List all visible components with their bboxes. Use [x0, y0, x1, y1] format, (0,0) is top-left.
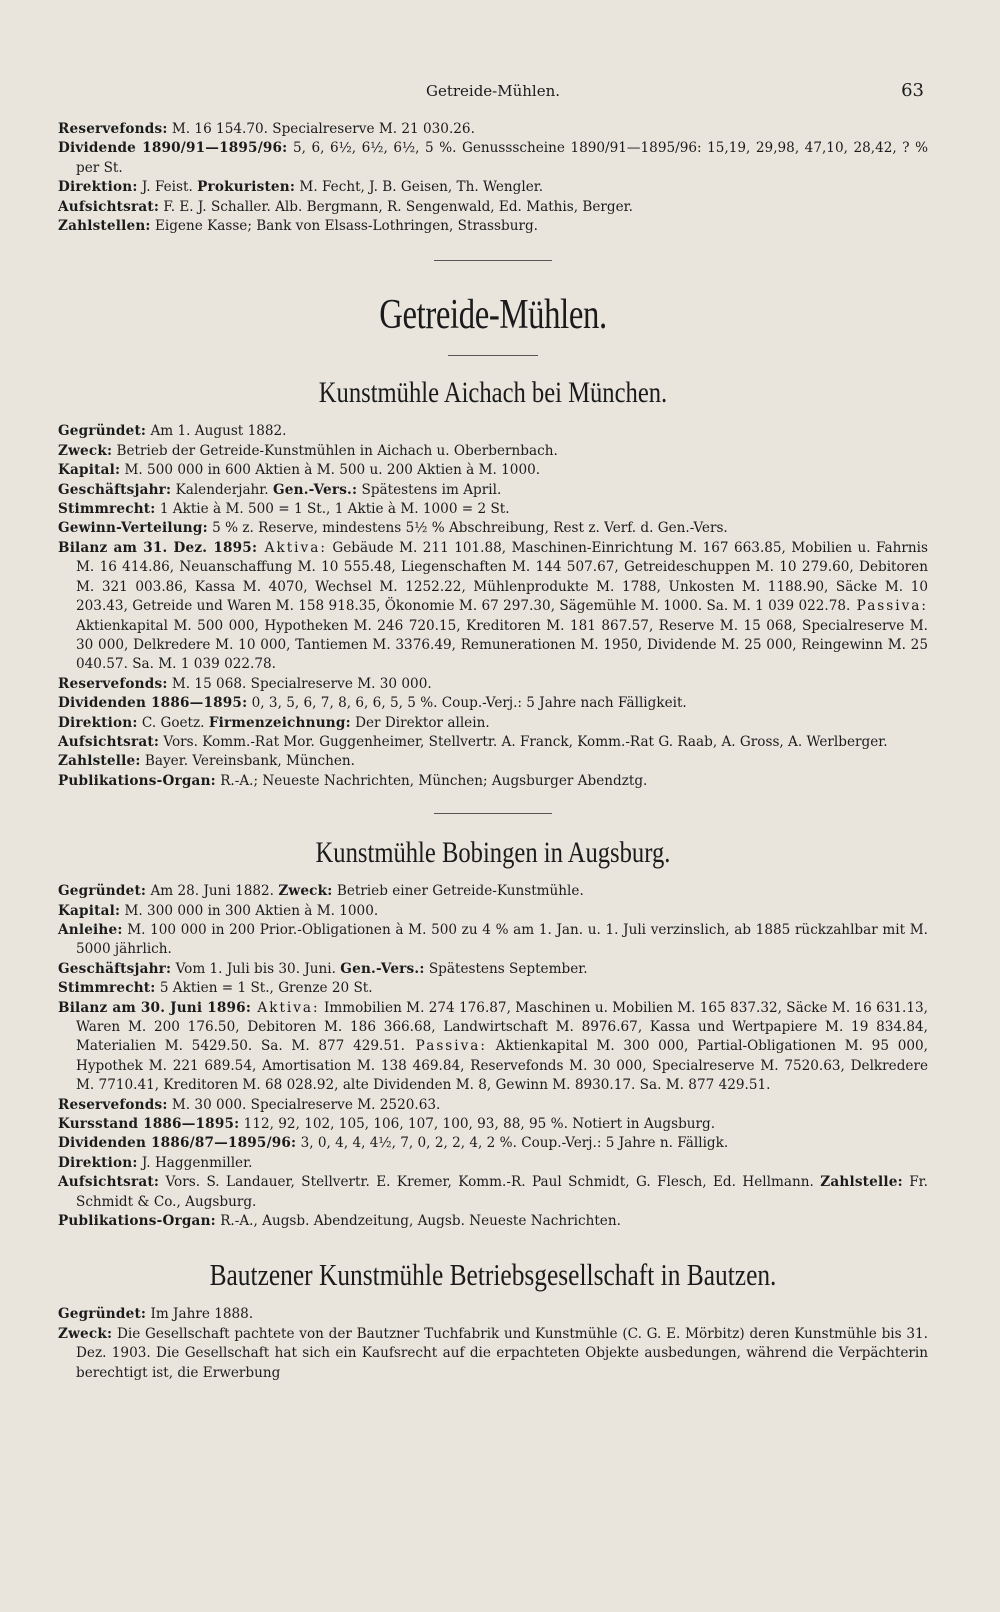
entry-label: Dividende 1890/91—1895/96: [58, 140, 288, 157]
entry-label: Zahlstelle: [820, 1174, 903, 1191]
entry-label: Kapital: [58, 462, 121, 479]
entry-line [58, 772, 928, 791]
chapter-title: Getreide-Mühlen. [379, 292, 607, 339]
entry-line [58, 999, 928, 1096]
entry-label: Zahlstelle: [58, 753, 141, 770]
entry-text: M. 16 154.70. Specialreserve M. 21 030.26. [167, 121, 475, 137]
entry-line [58, 733, 928, 752]
entry-label: Gegründet: [58, 423, 147, 440]
entry-label: Bilanz am 31. Dez. 1895: [58, 539, 258, 556]
entry-label: Kapital: [58, 902, 121, 919]
page-number: 63 [901, 80, 924, 101]
entry-line [58, 921, 928, 960]
entry-text: M. 30 000. Specialreserve M. 2520.63. [167, 1096, 441, 1113]
entry-spaced-label: Aktiva: [251, 999, 320, 1016]
entry-label: Bilanz am 30. Juni 1896: [58, 999, 252, 1016]
entry-label: Stimmrecht: [58, 980, 156, 997]
entry-text: Spätestens September. [424, 960, 588, 977]
entry-label: Kursstand 1886—1895: [58, 1116, 240, 1133]
entry-text: R.-A., Augsb. Abendzeitung, Augsb. Neueste Nachrichten. [215, 1213, 621, 1230]
entry-text: Betrieb der Getreide-Kunstmühlen in Aichach u. Oberbernbach. [112, 442, 558, 459]
chapter-divider [448, 355, 538, 356]
entry-text: 112, 92, 102, 105, 106, 107, 100, 93, 88, 95 %. Notiert in Augsburg. [239, 1116, 716, 1133]
entry-line [58, 217, 928, 236]
entry-text: R.-A.; Neueste Nachrichten, München; Augsburger Abendztg. [215, 772, 648, 789]
entry-label: Gegründet: [58, 1306, 147, 1323]
entry-text: J. Haggenmiller. [137, 1154, 253, 1171]
entry-line [58, 882, 928, 901]
entry-label: Firmenzeichnung: [208, 714, 351, 731]
entry-label: Reservefonds: [58, 1096, 168, 1113]
entry-line [58, 1115, 928, 1134]
entry-label: Zahlstellen: [58, 218, 151, 235]
entry-line [58, 675, 928, 694]
company-title: Bautzener Kunstmühle Betriebsgesellschaft in Bautzen. [209, 1257, 777, 1293]
entry-line [58, 519, 928, 538]
entry-text: Aktienkapital M. 300 000, Partial-Obligationen M. 95 000, Hypothek M. 221 689.54, Amortisation M. 138 469.84, Reservefonds M. 30 000, Specialreserve M. 7520.63, Delkredere M. 7710.41, Kreditoren M. 68 028.92, alte Dividenden M. 8, Gewinn M. 8930.17. Sa. M. 877 429.51. [76, 1038, 928, 1094]
entry-line [58, 442, 928, 461]
entry-text: Immobilien M. 274 176.87, Maschinen u. Mobilien M. 165 837.32, Säcke M. 16 631.13, Waren M. 200 176.50, Debitoren M. 186 366.68, Landwirtschaft M. 8976.67, Kassa und Wertpapiere M. 19 834.84, Materialien M. 5429.50. Sa. M. 877 429.51. [76, 999, 928, 1055]
entry-text: Die Gesellschaft pachtete von der Bautzner Tuchfabrik und Kunstmühle (C. G. E. Mörbitz) deren Kunstmühle bis 31. Dez. 1903. Die Gesellschaft hat sich ein Kaufsrecht auf die erpachteten Objekte ausbedungen, während die Verpächterin berechtigt ist, die Erwerbung [76, 1325, 928, 1381]
company-title: Kunstmühle Bobingen in Augsburg. [315, 836, 671, 870]
company-body [58, 422, 928, 791]
entry-line [58, 752, 928, 771]
running-title: Getreide-Mühlen. [425, 82, 561, 100]
entry-line [58, 500, 928, 519]
entry-line [58, 714, 928, 733]
entry-line [58, 422, 928, 441]
entry-label: Gen.-Vers.: [340, 960, 425, 977]
entry-line [58, 1212, 928, 1231]
entry-line [58, 120, 928, 139]
entry-label: Geschäftsjahr: [58, 960, 172, 977]
entry-text: Aktienkapital M. 500 000, Hypotheken M. 246 720.15, Kreditoren M. 181 867.57, Reserve M. 15 068, Specialreserve M. 30 000, Delkredere M. 10 000, Tantiemen M. 3376.49, Remunerationen M. 1950, Dividende M. 25 000, Reingewinn M. 25 040.57. Sa. M. 1 039 022.78. [76, 617, 928, 673]
entry-spaced-label: Passiva: [850, 598, 928, 615]
entry-text: Am 1. August 1882. [146, 423, 287, 440]
entry-line [58, 960, 928, 979]
entry-text: Spätestens im April. [357, 481, 502, 498]
entry-label: Reservefonds: [58, 675, 168, 692]
entry-text: Gebäude M. 211 101.88, Maschinen-Einrichtung M. 167 663.85, Mobilien u. Fahrnis M. 16 414.86, Neuanschaffung M. 10 555.48, Liegenschaften M. 144 507.67, Getreideschuppen M. 10 279.60, Debitoren M. 321 003.86, Kassa M. 4070, Wechsel M. 1252.22, Mühlenprodukte M. 1788, Unkosten M. 1188.90, Säcke M. 10 203.43, Getreide und Waren M. 158 918.35, Ökonomie M. 67 297.30, Sägemühle M. 1000. Sa. M. 1 039 022.78. [76, 539, 928, 615]
entry-label: Publikations-Organ: [58, 772, 216, 789]
entry-line [58, 1096, 928, 1115]
company-entry-aichach [58, 376, 928, 791]
entry-text: Kalenderjahr. [171, 481, 273, 498]
entry-text: C. Goetz. [137, 714, 209, 731]
entry-text: 3, 0, 4, 4, 4½, 7, 0, 2, 2, 4, 2 %. Coup.-Verj.: 5 Jahre n. Fälligk. [296, 1135, 729, 1152]
entry-line [58, 198, 928, 217]
previous-entry-tail [58, 120, 928, 236]
entry-label: Gen.-Vers.: [272, 481, 358, 498]
entry-line [58, 539, 928, 675]
entry-text: J. Feist. [137, 179, 198, 196]
entry-label: Dividenden 1886/87—1895/96: [58, 1135, 297, 1152]
entry-line [58, 979, 928, 998]
entry-label: Prokuristen: [197, 179, 296, 196]
entry-label: Anleihe: [58, 921, 123, 938]
entry-text: M. 500 000 in 600 Aktien à M. 500 u. 200 Aktien à M. 1000. [120, 462, 541, 479]
entry-line [58, 902, 928, 921]
entry-text: 5, 6, 6½, 6½, 6½, 5 %. Genussscheine 1890/91—1895/96: 15,19, 29,98, 47,10, 28,42, ? % per St. [76, 140, 928, 176]
entry-label: Aufsichtsrat: [58, 1174, 160, 1191]
entry-text: Betrieb einer Getreide-Kunstmühle. [332, 883, 584, 900]
entry-label: Direktion: [58, 179, 138, 196]
entry-text: 1 Aktie à M. 500 = 1 St., 1 Aktie à M. 1000 = 2 St. [155, 501, 510, 518]
company-title: Kunstmühle Aichach bei München. [318, 376, 668, 410]
entry-text: F. E. J. Schaller. Alb. Bergmann, R. Sengenwald, Ed. Mathis, Berger. [159, 198, 634, 215]
entry-line [58, 1305, 928, 1324]
entry-text: 5 % z. Reserve, mindestens 5½ % Abschreibung, Rest z. Verf. d. Gen.-Vers. [207, 520, 728, 537]
entry-label: Aufsichtsrat: [58, 733, 160, 750]
entry-text: Im Jahre 1888. [146, 1306, 254, 1323]
entry-text: M. 15 068. Specialreserve M. 30 000. [167, 675, 432, 692]
entry-line [58, 461, 928, 480]
entry-line [58, 139, 928, 178]
entry-text: M. 300 000 in 300 Aktien à M. 1000. [120, 902, 379, 919]
entry-line [58, 694, 928, 713]
entry-text: Vors. Komm.-Rat Mor. Guggenheimer, Stellvertr. A. Franck, Komm.-Rat G. Raab, A. Gross, A. Werlberger. [159, 733, 888, 750]
entry-text: Vors. S. Landauer, Stellvertr. E. Kremer, Komm.-R. Paul Schmidt, G. Flesch, Ed. Hellmann. [159, 1174, 821, 1191]
entry-text: 5 Aktien = 1 St., Grenze 20 St. [155, 980, 373, 997]
entry-label: Gegründet: [58, 883, 147, 900]
entry-line [58, 178, 928, 197]
entry-label: Aufsichtsrat: [58, 198, 160, 215]
entry-label: Direktion: [58, 1154, 138, 1171]
entry-label: Dividenden 1886—1895: [58, 695, 248, 712]
entry-label: Stimmrecht: [58, 501, 156, 518]
entry-text: Bayer. Vereinsbank, München. [140, 753, 355, 770]
entry-divider [434, 813, 552, 814]
company-body [58, 1305, 928, 1383]
entry-line [58, 1325, 928, 1383]
entry-text: 0, 3, 5, 6, 7, 8, 6, 6, 5, 5 %. Coup.-Verj.: 5 Jahre nach Fälligkeit. [247, 695, 687, 712]
entry-label: Publikations-Organ: [58, 1213, 216, 1230]
entry-text: Vom 1. Juli bis 30. Juni. [171, 960, 341, 977]
entry-line [58, 1154, 928, 1173]
entry-line [58, 1134, 928, 1153]
entry-label: Direktion: [58, 714, 138, 731]
entry-label: Zweck: [58, 1325, 113, 1342]
entry-label: Zweck: [278, 883, 333, 900]
entry-text: Am 28. Juni 1882. [146, 883, 279, 900]
entry-text: M. Fecht, J. B. Geisen, Th. Wengler. [295, 179, 544, 196]
entry-spaced-label: Passiva: [404, 1038, 487, 1055]
entry-label: Gewinn-Verteilung: [58, 520, 208, 537]
section-divider [434, 260, 552, 261]
entry-line [58, 481, 928, 500]
entry-label: Zweck: [58, 442, 113, 459]
entry-text: M. 100 000 in 200 Prior.-Obligationen à M. 500 zu 4 % am 1. Jan. u. 1. Juli verzinslich, ab 1885 rückzahlbar mit M. 5000 jährlich. [76, 921, 928, 958]
company-body [58, 882, 928, 1231]
entry-line [58, 1173, 928, 1212]
company-entry-bobingen [58, 836, 928, 1231]
entry-text: Fr. Schmidt & Co., Augsburg. [76, 1174, 928, 1210]
entry-text: Der Direktor allein. [350, 714, 490, 731]
spacer [58, 1231, 928, 1253]
company-entry-bautzen [58, 1257, 928, 1383]
running-header [58, 82, 928, 100]
entry-label: Reservefonds: [58, 121, 168, 137]
entry-label: Geschäftsjahr: [58, 481, 172, 498]
entry-text: Eigene Kasse; Bank von Elsass-Lothringen, Strassburg. [150, 218, 538, 235]
entry-spaced-label: Aktiva: [257, 539, 327, 556]
